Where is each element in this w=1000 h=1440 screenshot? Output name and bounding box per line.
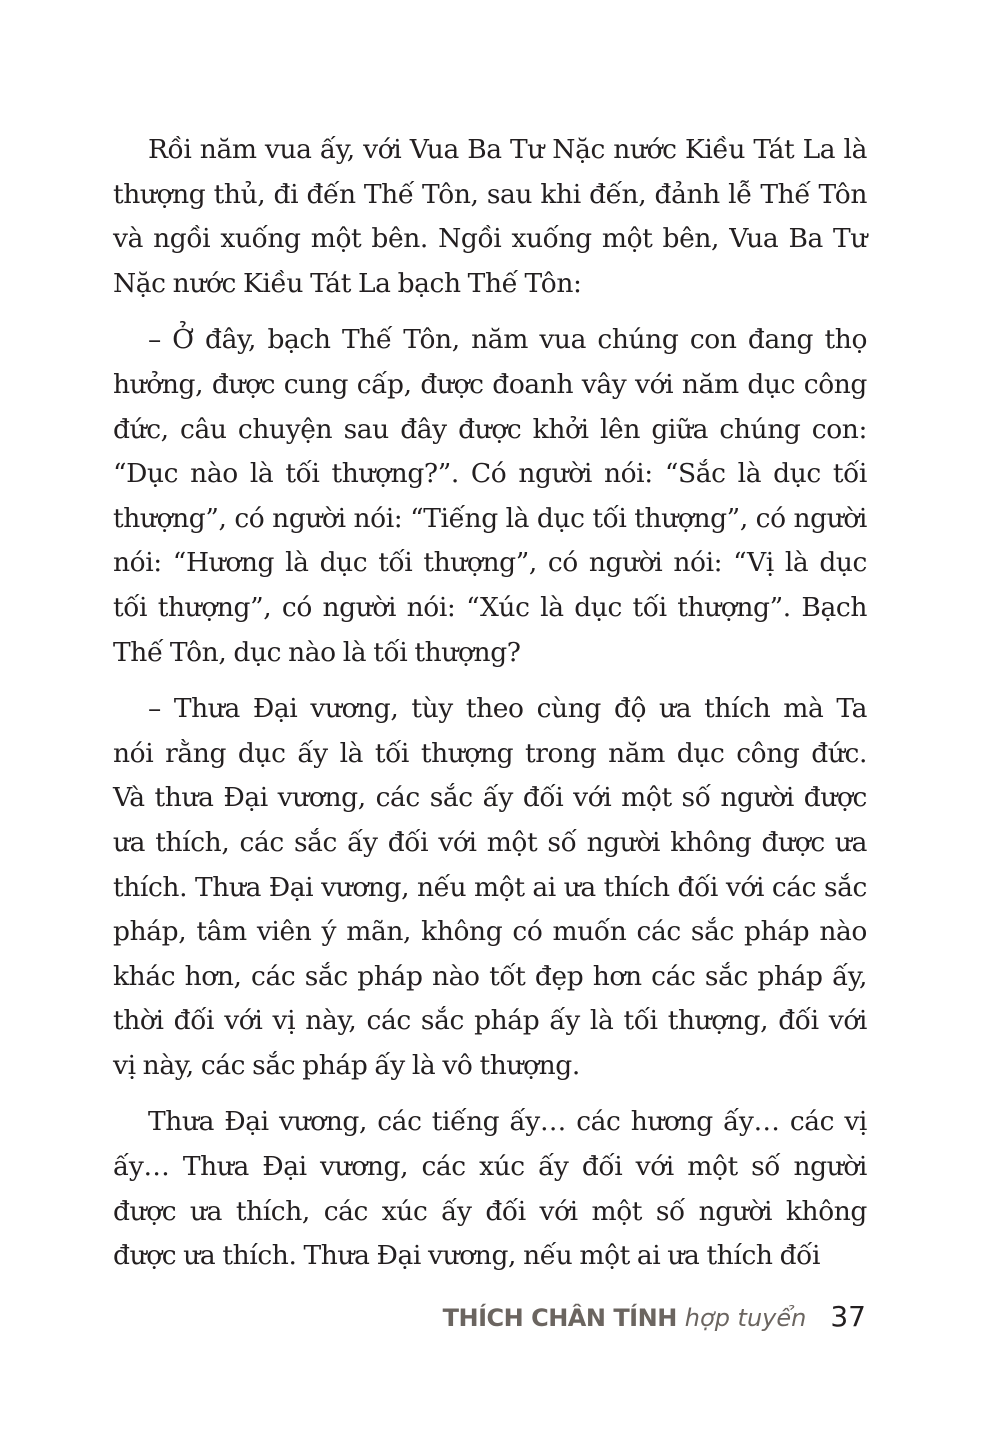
text-line: ưa thích, các sắc ấy đối với một số người không được ưa <box>113 826 867 858</box>
text-line: Và thưa Đại vương, các sắc ấy đối với một số người được <box>113 782 867 814</box>
text-line: được ưa thích, các xúc ấy đối với một số người không <box>113 1195 867 1227</box>
text-line: ấy… Thưa Đại vương, các xúc ấy đối với một số người <box>113 1151 867 1183</box>
text-line: tối thượng”, có người nói: “Xúc là dục tối thượng”. Bạch <box>113 591 867 623</box>
text-line: vị này, các sắc pháp ấy là vô thượng. <box>113 1049 580 1081</box>
text-line: đức, câu chuyện sau đây được khởi lên giữa chúng con: <box>113 413 867 445</box>
paragraph <box>113 687 867 1088</box>
text-line: thượng”, có người nói: “Tiếng là dục tối thượng”, có người <box>113 502 867 534</box>
text-line: và ngồi xuống một bên. Ngồi xuống một bên, Vua Ba Tư <box>113 223 867 255</box>
text-line: Thế Tôn, dục nào là tối thượng? <box>113 636 521 668</box>
text-line: khác hơn, các sắc pháp nào tốt đẹp hơn các sắc pháp ấy, <box>113 960 867 992</box>
text-line: được ưa thích. Thưa Đại vương, nếu một ai ưa thích đối <box>113 1240 821 1272</box>
text-line: pháp, tâm viên ý mãn, không có muốn các sắc pháp nào <box>113 916 867 948</box>
text-line: – Ở đây, bạch Thế Tôn, năm vua chúng con đang thọ <box>148 324 867 356</box>
text-line: Rồi năm vua ấy, với Vua Ba Tư Nặc nước Kiều Tát La là <box>148 134 867 165</box>
text-line: nói rằng dục ấy là tối thượng trong năm dục công đức. <box>113 737 867 769</box>
text-line: nói: “Hương là dục tối thượng”, có người nói: “Vị là dục <box>113 547 867 579</box>
footer-author: THÍCH CHÂN TÍNH <box>442 1304 677 1332</box>
text-line: thích. Thưa Đại vương, nếu một ai ưa thích đối với các sắc <box>113 871 867 903</box>
running-footer <box>443 1300 866 1333</box>
page-body <box>113 128 867 1291</box>
text-line: thời đối với vị này, các sắc pháp ấy là tối thượng, đối với <box>113 1005 867 1037</box>
text-line: “Dục nào là tối thượng?”. Có người nói: “Sắc là dục tối <box>113 458 867 490</box>
paragraph <box>113 1100 867 1278</box>
text-line: Thưa Đại vương, các tiếng ấy… các hương ấy… các vị <box>148 1106 867 1138</box>
paragraph <box>113 128 867 306</box>
text-line: thượng thủ, đi đến Thế Tôn, sau khi đến, đảnh lễ Thế Tôn <box>113 178 867 210</box>
paragraph <box>113 318 867 675</box>
text-line: – Thưa Đại vương, tùy theo cùng độ ưa thích mà Ta <box>148 693 867 725</box>
page-number: 37 <box>830 1300 866 1333</box>
text-line: hưởng, được cung cấp, được đoanh vây với năm dục công <box>113 368 867 400</box>
footer-subtitle: hợp tuyển <box>684 1304 807 1332</box>
text-line: Nặc nước Kiều Tát La bạch Thế Tôn: <box>113 267 582 299</box>
